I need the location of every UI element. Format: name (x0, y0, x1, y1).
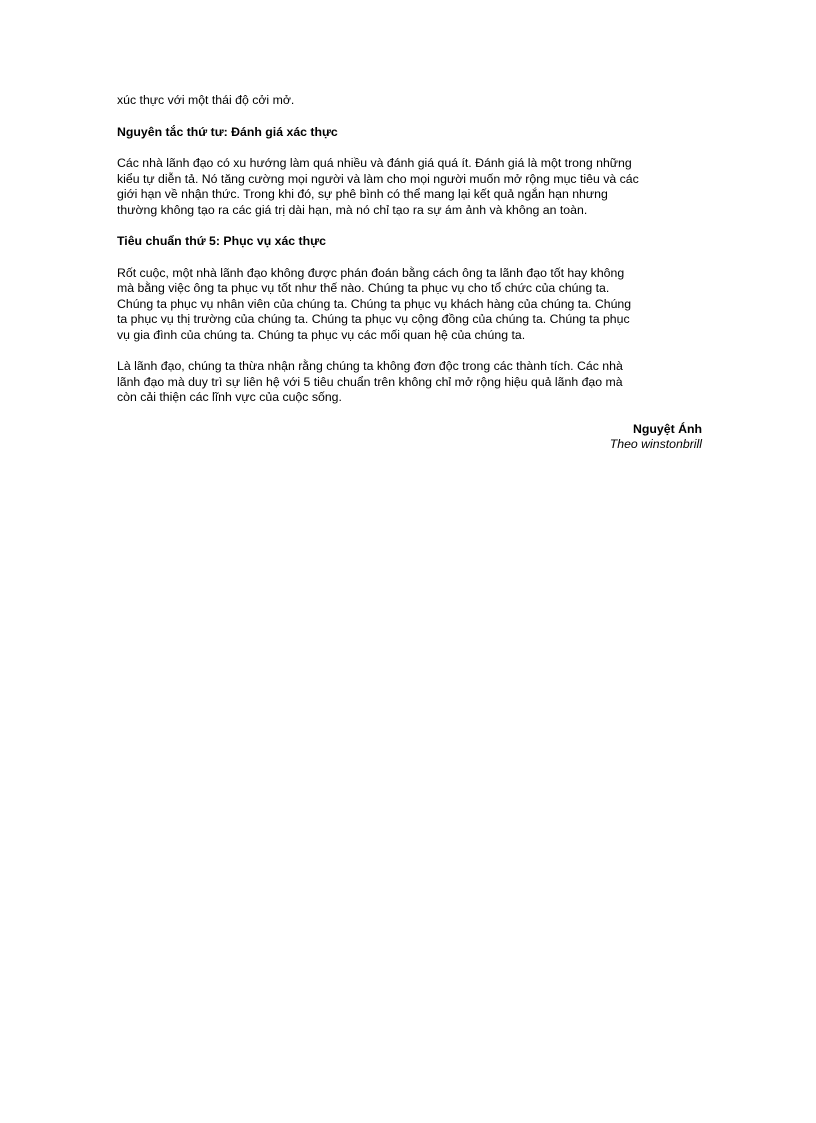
paragraph-line: Rốt cuộc, một nhà lãnh đạo không được phán đoán bằng cách ông ta lãnh đạo tốt hay không (117, 265, 625, 280)
paragraph-line: mà bằng việc ông ta phục vụ tốt như thế nào. Chúng ta phục vụ cho tổ chức của chúng ta. (117, 281, 610, 295)
paragraph-line: xúc thực với một thái độ cởi mở. (117, 93, 295, 107)
paragraph-line: vụ gia đình của chúng ta. Chúng ta phục vụ các mối quan hệ của chúng ta. (117, 327, 526, 342)
paragraph-line: thường không tạo ra các giá trị dài hạn, mà nó chỉ tạo ra sự ám ảnh và không an toàn. (117, 202, 588, 217)
paragraph-line: giới hạn về nhận thức. Trong khi đó, sự phê bình có thể mang lại kết quả ngắn hạn nhưng (117, 187, 608, 201)
section-heading-5: Tiêu chuẩn thứ 5: Phục vụ xác thực (117, 234, 326, 248)
signature-block (117, 422, 702, 453)
section-heading-4: Nguyên tắc thứ tư: Đánh giá xác thực (117, 124, 338, 139)
paragraph-line: kiểu tự diễn tả. Nó tăng cường mọi người và làm cho mọi người muốn mở rộng mục tiêu và các (117, 171, 639, 186)
intro-paragraph (117, 93, 702, 109)
paragraph-line: Chúng ta phục vụ nhân viên của chúng ta. Chúng ta phục vụ khách hàng của chúng ta. Chúng (117, 296, 632, 311)
source-credit: Theo winstonbrill (609, 437, 702, 451)
paragraph-line: Các nhà lãnh đạo có xu hướng làm quá nhiều và đánh giá quá ít. Đánh giá là một trong những (117, 156, 632, 170)
paragraph-line: lãnh đạo mà duy trì sự liên hệ với 5 tiêu chuẩn trên không chỉ mở rộng hiệu quả lãnh đạo mà (117, 374, 623, 389)
section-5-paragraph (117, 266, 702, 344)
paragraph-line: ta phục vụ thị trường của chúng ta. Chúng ta phục vụ cộng đồng của chúng ta. Chúng ta phục (117, 312, 630, 326)
author-name: Nguyệt Ánh (633, 421, 702, 436)
paragraph-line: Là lãnh đạo, chúng ta thừa nhận rằng chúng ta không đơn độc trong các thành tích. Các nhà (117, 359, 623, 373)
paragraph-line: còn cải thiện các lĩnh vực của cuộc sống. (117, 390, 342, 404)
conclusion-paragraph (117, 359, 702, 406)
document-page (117, 93, 702, 453)
section-4-paragraph (117, 156, 702, 218)
